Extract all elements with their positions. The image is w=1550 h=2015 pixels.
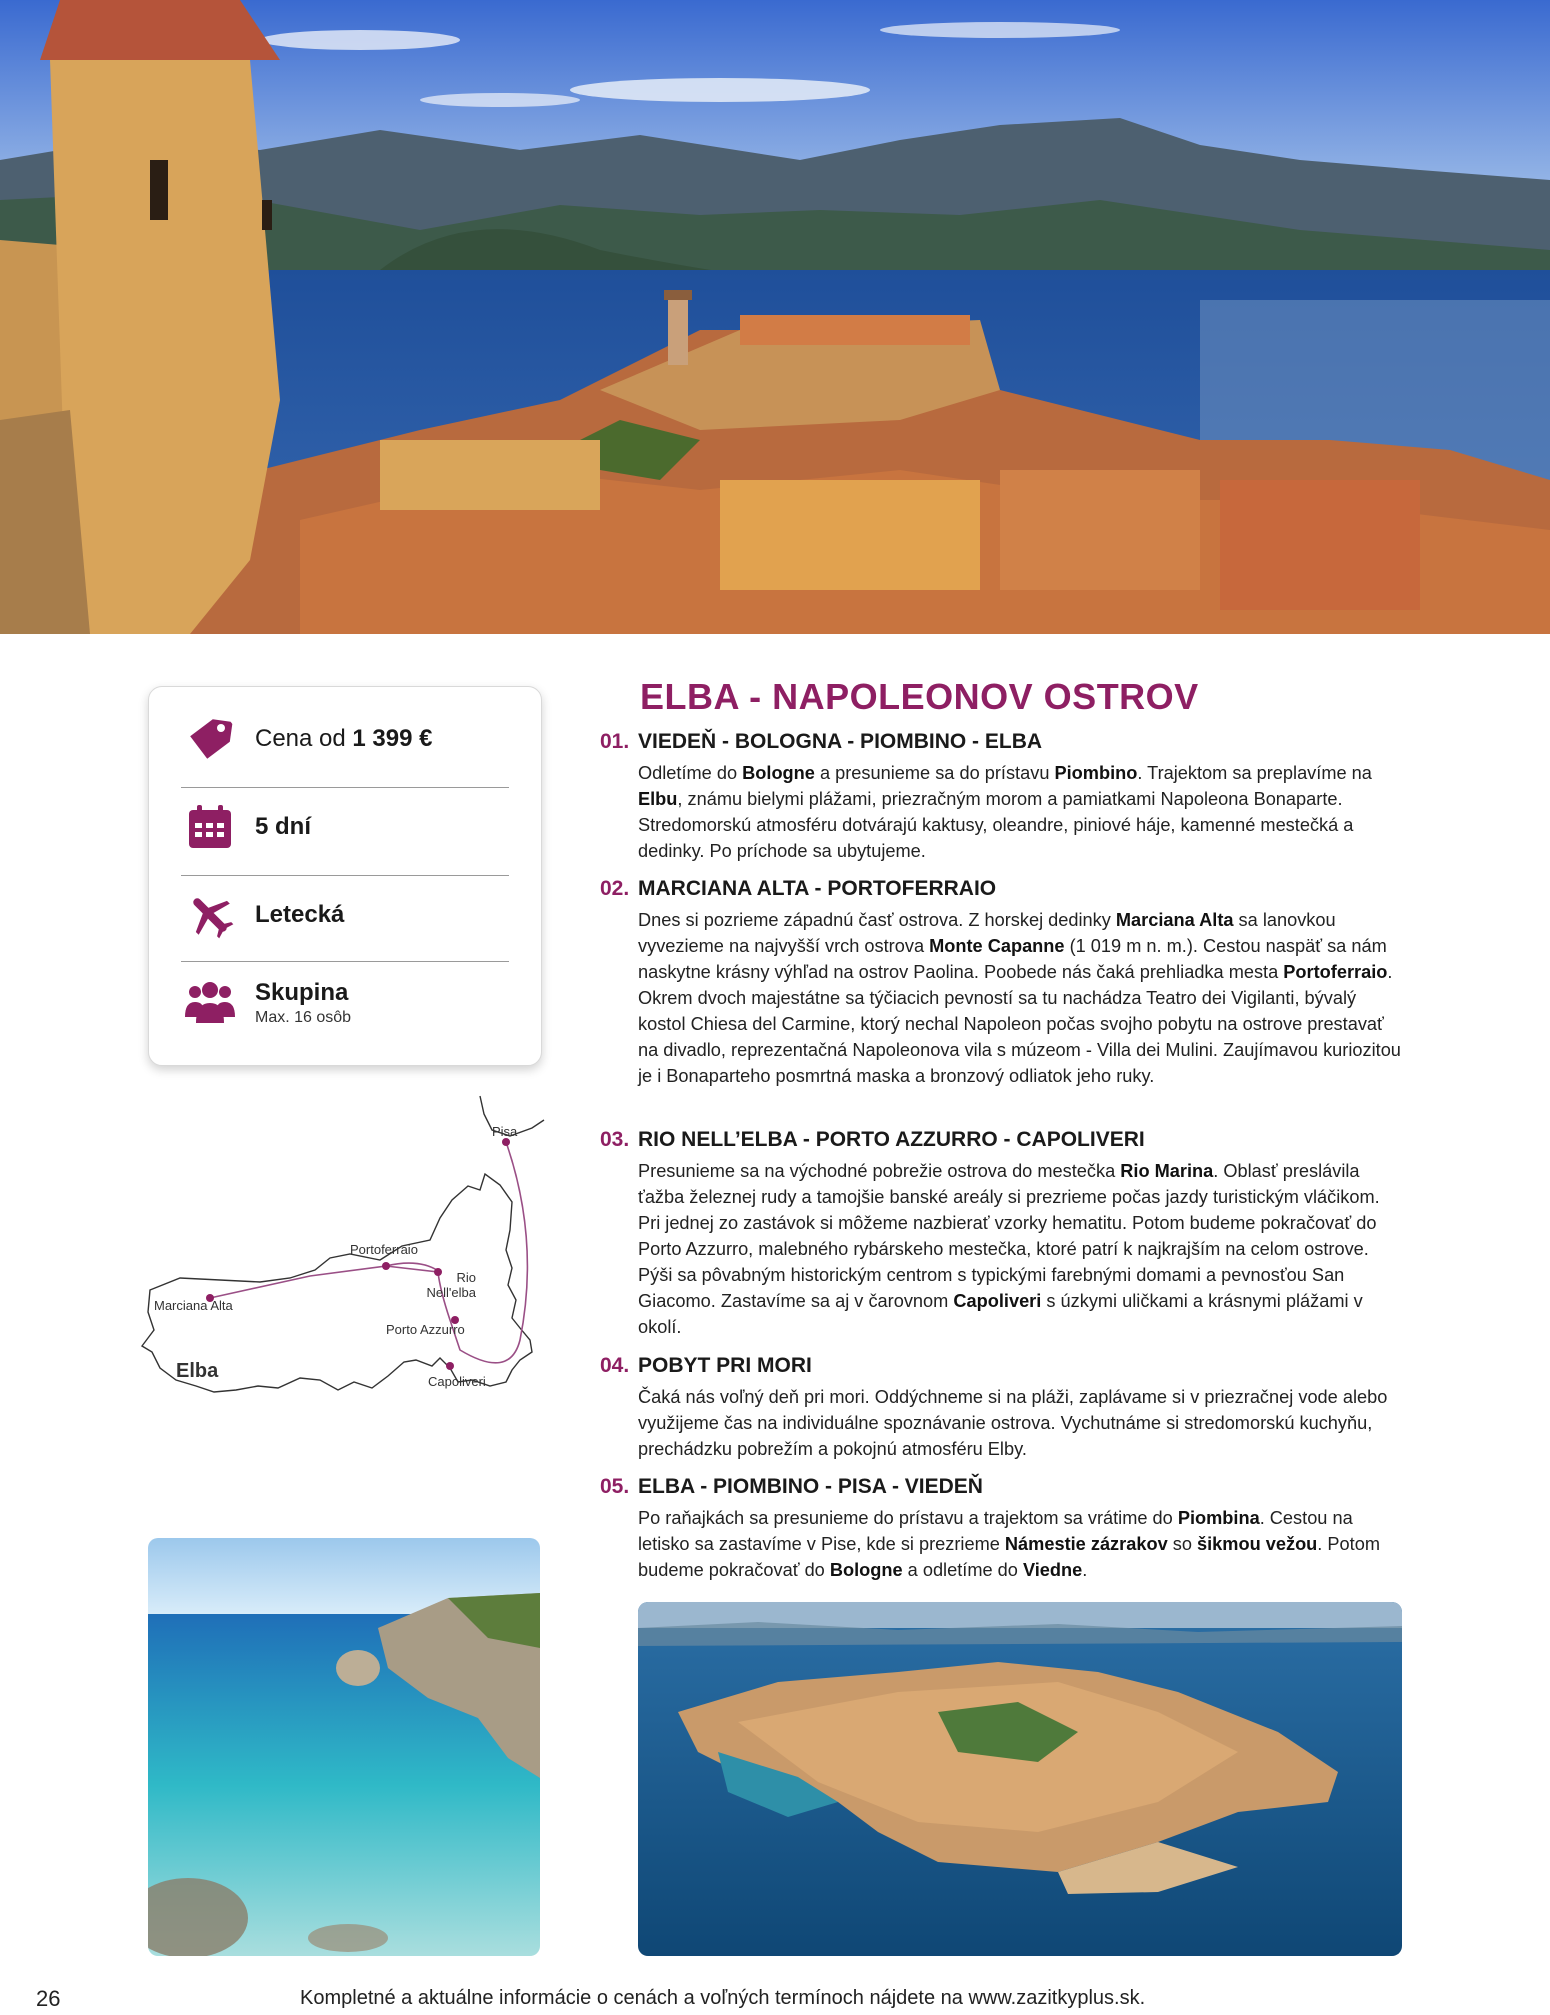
day-description: Presunieme sa na východné pobrežie ostrova do mestečka Rio Marina. Oblasť preslávila ťažba železnej rudy a tamojšie banské areály si prezrieme počas jazdy turistickým vláčikom. Pri jednej zo zastávok si môžeme nazbierať vzorky hematitu. Potom budeme pokračovať do Porto Azzurro, malebného rybárskeho mestečka, ktoré patrí k najkrajším na celom ostrove. Pýši sa pôvabným historickým centrom s typickými farebnými domami a pevnosťou San Giacomo. Zastavíme sa aj v čarovnom Capoliveri s úzkymi uličkami a krásnymi plážami v okolí. <box>638 1161 1380 1337</box>
itinerary-day-4 <box>600 1354 1400 1462</box>
highlighted-place: Elbu <box>638 789 678 809</box>
map-label-portoferraio: Portoferraio <box>350 1242 418 1257</box>
transport-text: Letecká <box>255 901 345 928</box>
price-text: Cena od 1 399 € <box>255 725 433 752</box>
day-number: 01. <box>600 730 630 753</box>
day-title: ELBA - PIOMBINO - PISA - VIEDEŇ <box>638 1475 983 1498</box>
map-label-marciana-alta: Marciana Alta <box>154 1298 233 1313</box>
highlighted-place: Bologne <box>829 1560 903 1580</box>
day-description: Dnes si pozrieme západnú časť ostrova. Z horskej dedinky Marciana Alta sa lanovkou vyvezieme na najvyšší vrch ostrova Monte Capanne (1 019 m n. m.). Cestou naspäť sa nám naskytne krásny výhľad na ostrov Paolina. Poobede nás čaká prehliadka mesta Portoferraio. Okrem dvoch majestátne sa týčiacich pevností sa tu nachádza Teatro dei Vigilanti, bývalý kostol Chiesa del Carmine, ktorý nechal Napoleon počas svojho pobytu na ostrove prestavať na divadlo, reprezentačná Napoleonova vila s múzeom - Villa dei Mulini. Zaujímavou kuriozitou je i Bonaparteho posmrtná maska a bronzový odliatok jeho ruky. <box>638 910 1401 1086</box>
highlighted-place: Rio Marina <box>1120 1161 1214 1181</box>
day-number: 05. <box>600 1475 630 1498</box>
itinerary-day-3 <box>600 1128 1400 1340</box>
day-description: Odletíme do Bologne a presunieme sa do prístavu Piombino. Trajektom sa preplavíme na Elbu, známu bielymi plážami, priezračným morom a pamiatkami Napoleona Bonaparte. Stredomorskú atmosféru dotvárajú kaktusy, oleandre, piniové háje, kamenné mestečká a dedinky. Po príchode sa ubytujeme. <box>638 763 1372 861</box>
day-number: 03. <box>600 1128 630 1151</box>
duration-row <box>181 783 509 871</box>
day-description: Čaká nás voľný deň pri mori. Oddýchneme si na pláži, zaplávame si v priezračnej vode alebo využijeme čas na individuálne spoznávanie ostrova. Vychutnáme si stredomorskú kuchyňu, prechádzku pobrežím a pokojnú atmosféru Elby. <box>638 1387 1388 1459</box>
calendar-icon <box>181 798 239 856</box>
map-label-porto-azzurro: Porto Azzurro <box>386 1322 465 1337</box>
day-title: VIEDEŇ - BOLOGNA - PIOMBINO - ELBA <box>638 730 1043 753</box>
day-title: RIO NELL’ELBA - PORTO AZZURRO - CAPOLIVERI <box>638 1128 1145 1151</box>
highlighted-place: Piombina <box>1177 1508 1260 1528</box>
map-label-capoliveri: Capoliveri <box>428 1374 486 1389</box>
price-row <box>181 695 509 783</box>
airplane-icon <box>181 886 239 944</box>
transport-row <box>181 871 509 959</box>
highlighted-place: Marciana Alta <box>1115 910 1234 930</box>
highlighted-place: Piombino <box>1054 763 1138 783</box>
highlighted-place: Viedne <box>1022 1560 1083 1580</box>
footer-note: Kompletné a aktuálne informácie o cenách a voľných termínoch nájdete na www.zazitkyplus.sk. <box>300 1987 1146 2009</box>
group-icon <box>181 974 239 1032</box>
highlighted-place: Bologne <box>742 763 815 783</box>
group-text: Skupina Max. 16 osôb <box>255 979 352 1026</box>
day-title: MARCIANA ALTA - PORTOFERRAIO <box>638 877 997 900</box>
highlighted-place: Námestie zázrakov <box>1004 1534 1168 1554</box>
itinerary-day-2 <box>600 877 1400 1089</box>
day-title: POBYT PRI MORI <box>638 1354 812 1377</box>
photo-aerial-portoferraio <box>638 1602 1402 1956</box>
day-number: 04. <box>600 1354 630 1377</box>
day-number: 02. <box>600 877 630 900</box>
map-label-rio-nellelba: Rio Nell'elba <box>426 1270 476 1300</box>
map-label-elba: Elba <box>176 1360 219 1382</box>
day-description: Po raňajkách sa presunieme do prístavu a trajektom sa vrátime do Piombina. Cestou na letisko sa zastavíme v Pise, kde si prezrieme Námestie zázrakov so šikmou vežou. Potom budeme pokračovať do Bologne a odletíme do Viedne. <box>638 1508 1380 1580</box>
highlighted-place: šikmou vežou <box>1197 1534 1318 1554</box>
itinerary-day-1 <box>600 730 1400 864</box>
price-tag-icon <box>181 710 239 768</box>
photo-turquoise-bay <box>148 1538 540 1956</box>
duration-text: 5 dní <box>255 813 312 840</box>
highlighted-place: Portoferraio <box>1283 962 1388 982</box>
group-row <box>181 959 509 1047</box>
group-sub: Max. 16 osôb <box>255 1009 352 1026</box>
highlighted-place: Capoliveri <box>953 1291 1042 1311</box>
page-number: 26 <box>36 1986 61 2011</box>
trip-info-card <box>148 686 542 1066</box>
page-title: ELBA - NAPOLEONOV OSTROV <box>640 676 1199 717</box>
map-label-pisa: Pisa <box>492 1124 518 1139</box>
itinerary-day-5 <box>600 1475 1400 1583</box>
highlighted-place: Monte Capanne <box>929 936 1065 956</box>
hero-photo-portoferraio <box>0 0 1550 634</box>
route-map <box>140 1090 550 1440</box>
